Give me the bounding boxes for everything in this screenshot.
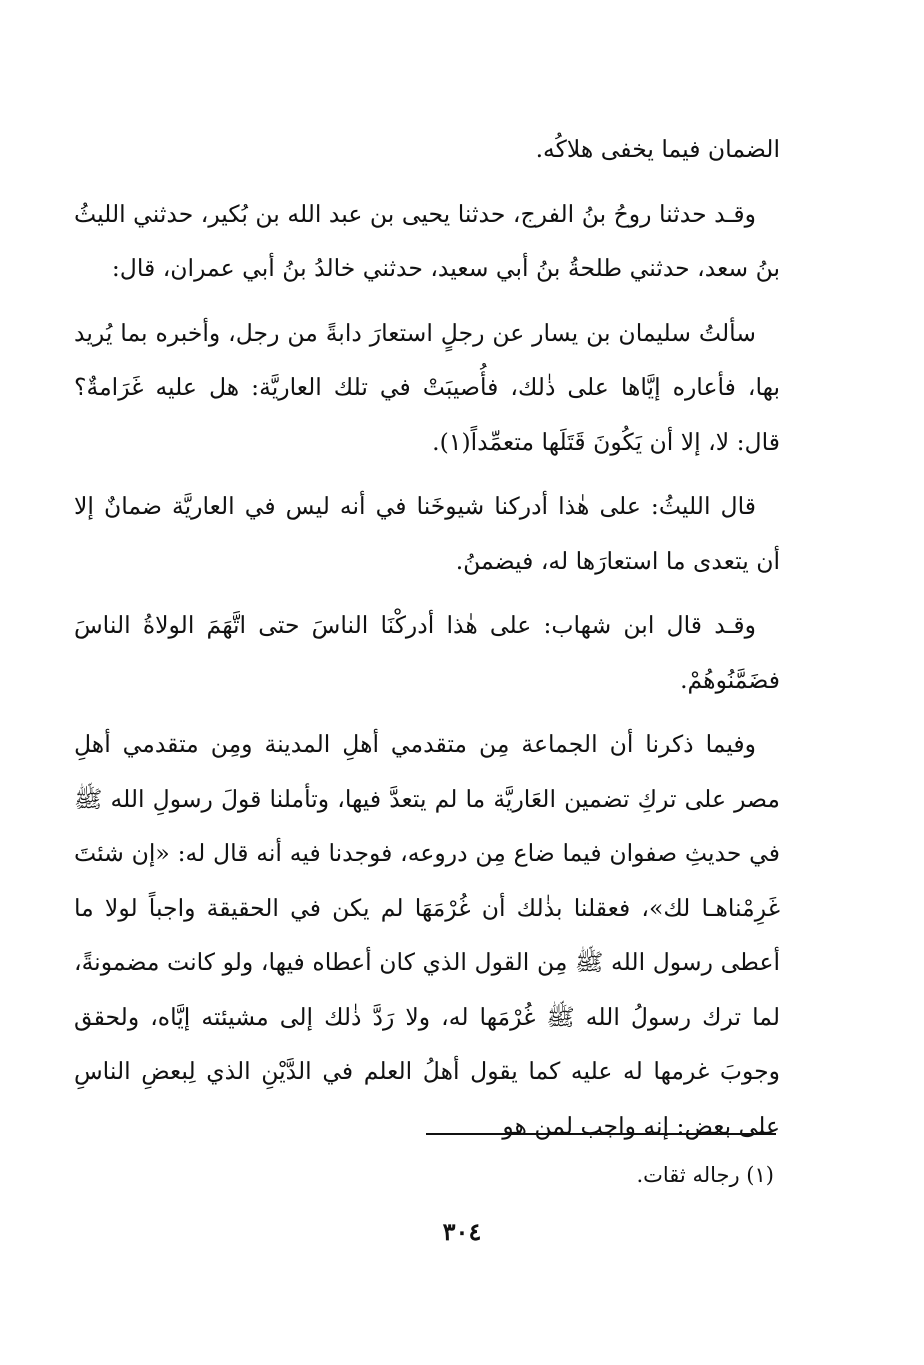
paragraph-5: وقـد قال ابن شهاب: على هٰذا أدركْنَا الناسَ حتى اتَّهَمَ الولاةُ الناسَ فضَمَّنُوهُمْ. xyxy=(74,611,780,694)
footnote: (١) رجاله ثقات. xyxy=(636,1163,774,1187)
main-text xyxy=(74,122,780,1153)
page-number: ٣٠٤ xyxy=(442,1217,482,1246)
paragraph-4: قال الليثُ: على هٰذا أدركنا شيوخَنا في أنه ليس في العاريَّة ضمانٌ إلا أن يتعدى ما استعارَها له، فيضمنُ. xyxy=(74,492,780,575)
paragraph-2: وقـد حدثنا روحُ بنُ الفرج، حدثنا يحيى بن عبد الله بن بُكير، حدثني الليثُ بنُ سعد، حدثني طلحةُ بنُ أبي سعيد، حدثني خالدُ بنُ أبي عمران، قال: xyxy=(74,199,780,282)
paragraph-6: وفيما ذكرنا أن الجماعة مِن متقدمي أهلِ المدينة ومِن متقدمي أهلِ مصر على تركِ تضمين العَاريَّة ما لم يتعدَّ فيها، وتأملنا قولَ رسولِ الله ﷺ في حديثِ صفوان فيما ضاع مِن دروعه، فوجدنا فيه أنه قال له: «إن شئتَ غَرِمْناهـا لك»، فعقلنا بذٰلك أن غُرْمَهَا لم يكن في الحقيقة واجباً لولا ما أعطى رسول الله ﷺ مِن القول الذي كان أعطاه فيها، ولو كانت مضمونةً، لما ترك رسولُ الله ﷺ غُرْمَها له، ولا رَدَّ ذٰلك إلى مشيئته إيَّاه، ولحقق وجوبَ غرمها له عليه كما يقول أهلُ العلم في الدَّيْنِ الذي لِبعضِ الناسِ على بعض: إنه واجب لمن هو xyxy=(74,730,780,1140)
footnote-divider xyxy=(426,1133,776,1135)
paragraph-3: سألتُ سليمان بن يسار عن رجلٍ استعارَ دابةً من رجل، وأخبره بما يُريد بها، فأعاره إيَّاها على ذٰلك، فأُصيبَتْ في تلك العاريَّة: هل عليه غَرَامةٌ؟ قال: لا، إلا أن يَكُونَ قَتَلَها متعمِّداً(١). xyxy=(74,318,780,456)
paragraph-1: الضمان فيما يخفى هلاكُه. xyxy=(535,135,780,163)
